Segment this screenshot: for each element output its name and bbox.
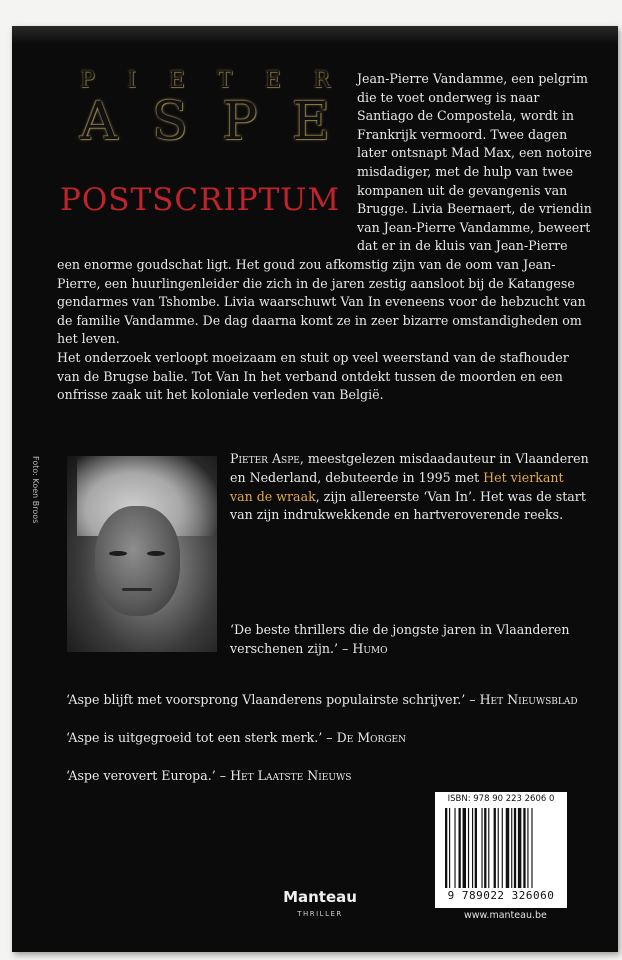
author-photo (67, 456, 217, 652)
quote-text: ‘Aspe verovert Europa.’ – (66, 768, 231, 783)
author-letter: P (222, 92, 258, 152)
bio-text: , zijn allereerste ‘Van In’. Het was de start van zijn indrukwekkende en hartveroverende reeks. (230, 488, 586, 523)
book-back-cover (12, 26, 618, 952)
author-letter: S (152, 92, 188, 152)
quote-source: De Morgen (336, 730, 406, 745)
barcode-label (435, 792, 567, 908)
isbn-number: ISBN: 978 90 223 2606 0 (447, 794, 555, 804)
publisher-website: www.manteau.be (464, 910, 547, 921)
author-letter: A (80, 92, 118, 152)
author-letter: T (217, 68, 233, 93)
imprint-label: THRILLER (297, 910, 343, 918)
quote-source: Het Laatste Nieuws (230, 768, 352, 783)
review-quote (66, 729, 596, 748)
author-letter: E (292, 92, 330, 152)
author-letter: I (127, 68, 137, 93)
author-bio (230, 450, 590, 525)
bio-book-title: Het vierkant van de wraak (230, 469, 564, 504)
bio-text: , meestgelezen misdaadauteur in Vlaanderen en Nederland, debuteerde in 1995 met (230, 451, 589, 485)
quote-text: ‘De beste thrillers die de jongste jaren in Vlaanderen verschenen zijn.’ – (230, 622, 570, 656)
author-letter: P (80, 68, 95, 93)
quote-text: ‘Aspe is uitgegroeid tot een sterk merk.’ – (66, 730, 337, 745)
quote-source: Het Nieuwsblad (479, 692, 578, 707)
barcode-icon (445, 808, 561, 888)
review-quote (230, 621, 592, 658)
author-letter: E (168, 68, 185, 93)
publisher-logo: Manteau (283, 888, 357, 906)
synopsis-paragraph: Jean-Pierre Vandamme, een pelgrim die te voet onderweg is naar Santiago de Compostela, wordt in Frankrijk vermoord. Twee dagen later ontsnapt Mad Max, een notoire misdadiger, met de hulp van twee kompanen uit de gevangenis van Brugge. Livia Beernaert, de vriendin van Jean-Pierre Vandamme, beweert dat er in de kluis van Jean-Pierre een enorme goudschat ligt. Het goud zou afkomstig zijn van de oom van Jean-Pierre, een huurlingenleider die zich in de jaren zestig aansloot bij de Katangese gendarmes van Tshombe. Livia waarschuwt Van In eveneens voor de hebzucht van de familie Vandamme. De dag daarna komt ze in zeer bizarre omstandigheden om het leven. (57, 71, 592, 347)
review-quote (66, 691, 596, 710)
bio-author-name: Pieter Aspe (230, 451, 300, 466)
author-letter: R (313, 68, 330, 93)
quote-source: Humo (352, 640, 388, 656)
book-title: POSTSCRIPTUM (60, 182, 341, 218)
quote-text: ‘Aspe blijft met voorsprong Vlaanderens populairste schrijver.’ – (66, 692, 480, 707)
review-quote (66, 767, 596, 786)
author-letter: E (264, 68, 281, 93)
photo-credit: Foto: Koen Broos (31, 456, 40, 524)
barcode-digits: 9 789022 326060 (447, 889, 555, 902)
cover-top-edge (12, 26, 618, 44)
synopsis (57, 70, 592, 405)
synopsis-paragraph: Het onderzoek verloopt moeizaam en stuit op veel weerstand van de stafhouder van de Brugse balie. Tot Van In het verband ontdekt tussen de moorden en een onfrisse zaak uit het koloniale verleden van België. (57, 349, 569, 403)
